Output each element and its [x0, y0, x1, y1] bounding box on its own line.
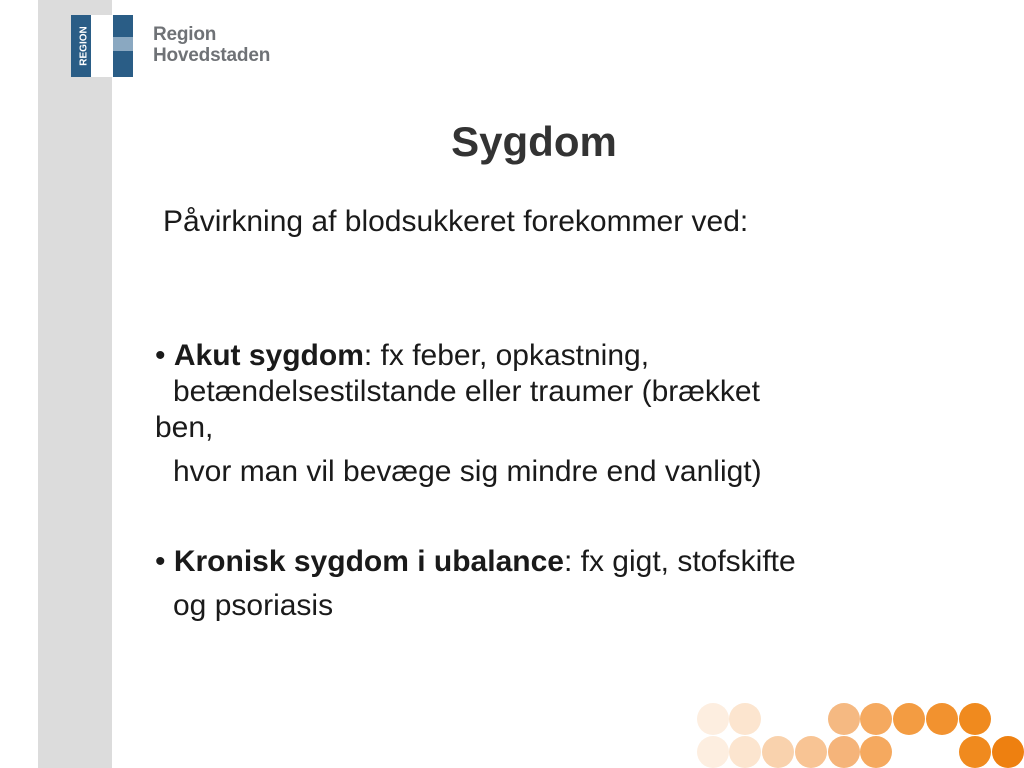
bullet-text-line: betændelsestilstande eller traumer (brækket — [173, 375, 760, 408]
bullet-text-line: ben, — [155, 411, 214, 444]
bullet-text-line: og psoriasis — [173, 589, 334, 622]
logo-wordmark — [153, 24, 270, 66]
bullet-item-chronic — [155, 544, 875, 580]
bullet-text-line: hvor man vil bevæge sig mindre end vanligt) — [173, 455, 762, 488]
slide-subtitle: Påvirkning af blodsukkeret forekommer ved: — [163, 205, 749, 238]
logo-line-2: Hovedstaden — [153, 45, 271, 66]
dots-bottom-row — [697, 736, 1024, 768]
dots-top-row — [697, 703, 991, 735]
bullet-marker: • — [155, 339, 174, 372]
bullet-item-acute — [155, 338, 875, 374]
bullet-text-line: : fx gigt, stofskifte — [563, 545, 796, 578]
bullet-term-acute: Akut sygdom — [173, 339, 364, 372]
logo-line-1: Region — [153, 24, 217, 45]
logo-mark-text: REGION — [78, 26, 90, 66]
bullet-text-line: : fx feber, opkastning, — [363, 339, 650, 372]
bullet-marker: • — [155, 545, 174, 578]
left-sidebar-band — [38, 0, 112, 768]
bullet-list — [155, 338, 875, 624]
slide-title: Sygdom — [451, 118, 617, 165]
bullet-term-chronic: Kronisk sygdom i ubalance — [173, 545, 564, 578]
